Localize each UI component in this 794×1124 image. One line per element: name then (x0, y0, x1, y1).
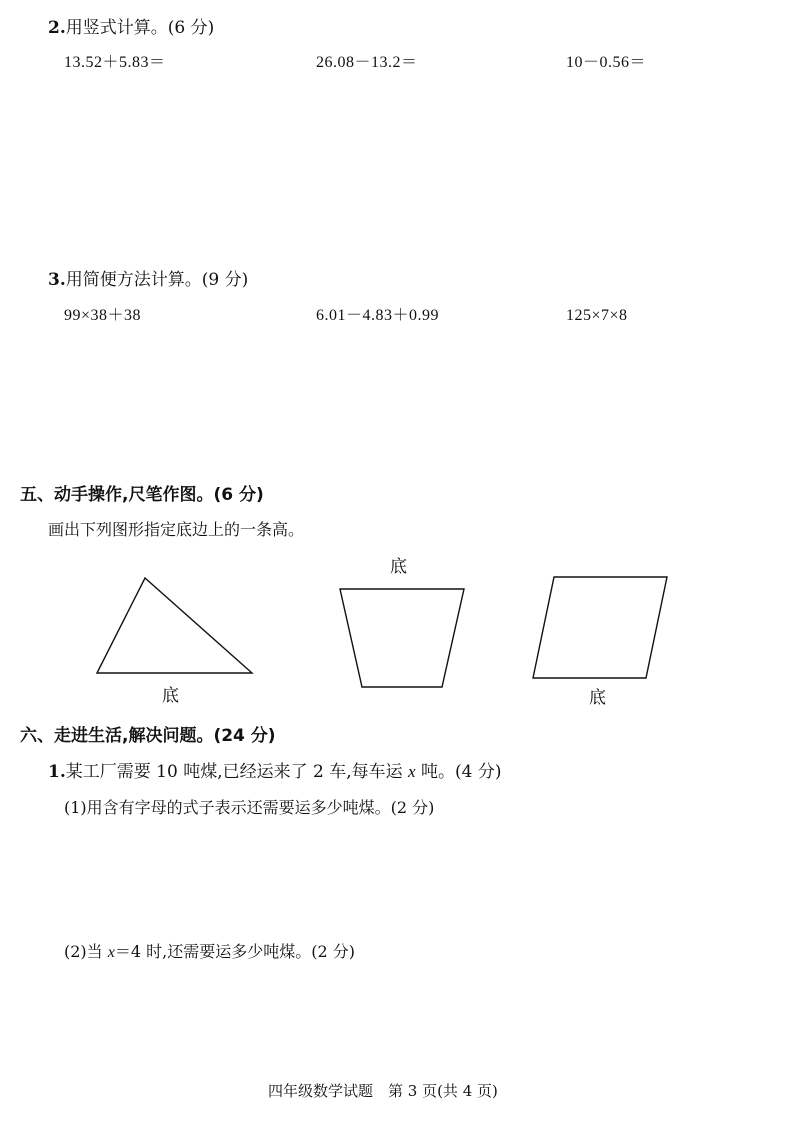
q3-expr-3: 125×7×8 (566, 307, 628, 324)
problem-1-sub-2-variable: x (107, 944, 115, 961)
problem-1-number: 1. (48, 762, 66, 782)
q3-expr-1: 99×38＋38 (64, 307, 142, 324)
parallelogram-base-label: 底 (589, 688, 606, 708)
problem-1-sub-2 (64, 944, 355, 961)
trapezoid-shape (340, 589, 464, 687)
q2-expr-3: 10－0.56＝ (566, 54, 647, 71)
section-5-title: 五、动手操作,尺笔作图。(6 分) (20, 485, 264, 505)
problem-1-text-a: 某工厂需要 10 吨煤,已经运来了 2 车,每车运 (65, 762, 409, 782)
q2-expr-2: 26.08－13.2＝ (316, 54, 418, 71)
parallelogram-shape (533, 577, 667, 678)
problem-1-sub-1: (1)用含有字母的式子表示还需要运多少吨煤。(2 分) (64, 798, 435, 817)
q2-number: 2. (48, 18, 66, 38)
triangle-base-label: 底 (162, 686, 179, 706)
q3-number: 3. (48, 270, 66, 290)
q3-heading (48, 272, 248, 289)
q2-expr-1: 13.52＋5.83＝ (64, 54, 166, 71)
triangle-shape (97, 578, 252, 673)
problem-1-sub-2-text-a: (2)当 (64, 942, 108, 961)
q3-title: 用简便方法计算。(9 分) (65, 270, 249, 290)
problem-1-variable: x (408, 762, 416, 781)
problem-1-text-b: 吨。(4 分) (415, 762, 502, 782)
section-6-title: 六、走进生活,解决问题。(24 分) (20, 726, 276, 746)
problem-1 (48, 763, 501, 781)
problem-1-sub-2-text-b: ＝4 时,还需要运多少吨煤。(2 分) (114, 942, 355, 961)
section-5-instruction: 画出下列图形指定底边上的一条高。 (48, 520, 305, 539)
q2-heading (48, 20, 214, 37)
q3-expr-2: 6.01－4.83＋0.99 (316, 307, 440, 324)
q2-title: 用竖式计算。(6 分) (65, 18, 215, 38)
page-footer: 四年级数学试题 第 3 页(共 4 页) (268, 1082, 498, 1100)
trapezoid-base-label: 底 (390, 557, 407, 577)
